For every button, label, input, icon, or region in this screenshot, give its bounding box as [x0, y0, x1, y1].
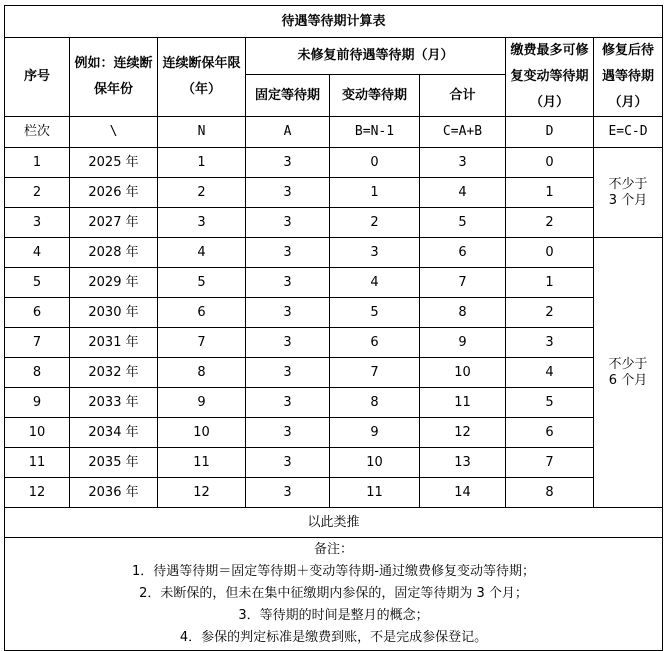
code-cell: \: [70, 117, 158, 148]
cell-d: 2: [506, 208, 594, 238]
cell-n: 11: [158, 448, 246, 478]
code-cell: E=C-D: [594, 117, 663, 148]
header-seq: 序号: [5, 38, 70, 117]
cell-a: 3: [246, 148, 330, 178]
cell-b: 4: [330, 268, 420, 298]
cell-n: 2: [158, 178, 246, 208]
table-row: [5, 388, 663, 418]
notes-section: [5, 538, 663, 651]
cell-b: 9: [330, 418, 420, 448]
cell-b: 5: [330, 298, 420, 328]
cell-d: 1: [506, 268, 594, 298]
cell-a: 3: [246, 358, 330, 388]
cell-seq: 10: [5, 418, 70, 448]
cell-seq: 11: [5, 448, 70, 478]
code-cell: C=A+B: [420, 117, 506, 148]
cell-n: 9: [158, 388, 246, 418]
cell-year: 2034 年: [70, 418, 158, 448]
cell-seq: 7: [5, 328, 70, 358]
cell-d: 8: [506, 478, 594, 508]
merged-after-group1: 不少于 3 个月: [594, 148, 663, 238]
notes-heading: 备注：: [314, 542, 354, 557]
table-row: [5, 238, 663, 268]
cell-a: 3: [246, 418, 330, 448]
cell-b: 7: [330, 358, 420, 388]
cell-b: 3: [330, 238, 420, 268]
cell-year: 2030 年: [70, 298, 158, 328]
cell-a: 3: [246, 388, 330, 418]
table-row: [5, 358, 663, 388]
cell-d: 6: [506, 418, 594, 448]
note-item: 4．参保的判定标准是缴费到账，不是完成参保登记。: [179, 630, 488, 645]
cell-c: 9: [420, 328, 506, 358]
table-row: [5, 418, 663, 448]
cell-seq: 8: [5, 358, 70, 388]
header-max-repair: 缴费最多可修复变动等待期（月）: [506, 38, 594, 117]
cell-seq: 5: [5, 268, 70, 298]
table-row: [5, 478, 663, 508]
cell-b: 1: [330, 178, 420, 208]
table-row: [5, 448, 663, 478]
cell-c: 13: [420, 448, 506, 478]
cell-n: 6: [158, 298, 246, 328]
header-years: 连续断保年限（年）: [158, 38, 246, 117]
code-cell: D: [506, 117, 594, 148]
code-cell: A: [246, 117, 330, 148]
cell-year: 2031 年: [70, 328, 158, 358]
cell-b: 2: [330, 208, 420, 238]
cell-n: 10: [158, 418, 246, 448]
cell-n: 4: [158, 238, 246, 268]
cell-n: 5: [158, 268, 246, 298]
cell-a: 3: [246, 478, 330, 508]
cell-c: 3: [420, 148, 506, 178]
header-after: 修复后待遇等待期（月）: [594, 38, 663, 117]
cell-c: 5: [420, 208, 506, 238]
cell-d: 2: [506, 298, 594, 328]
table-row: [5, 298, 663, 328]
header-total: 合计: [420, 75, 506, 117]
table-row: [5, 268, 663, 298]
cell-a: 3: [246, 298, 330, 328]
cell-c: 4: [420, 178, 506, 208]
cell-a: 3: [246, 268, 330, 298]
cell-year: 2026 年: [70, 178, 158, 208]
cell-n: 12: [158, 478, 246, 508]
cell-seq: 12: [5, 478, 70, 508]
cell-n: 1: [158, 148, 246, 178]
cell-seq: 3: [5, 208, 70, 238]
cell-b: 11: [330, 478, 420, 508]
cell-d: 4: [506, 358, 594, 388]
cell-c: 14: [420, 478, 506, 508]
cell-year: 2036 年: [70, 478, 158, 508]
cell-c: 8: [420, 298, 506, 328]
merged-after-group2: 不少于 6 个月: [594, 238, 663, 508]
cell-year: 2028 年: [70, 238, 158, 268]
etc-row: 以此类推: [5, 508, 663, 538]
cell-d: 1: [506, 178, 594, 208]
table-row: [5, 148, 663, 178]
cell-seq: 1: [5, 148, 70, 178]
note-item: 2．未断保的，但未在集中征缴期内参保的，固定等待期为 3 个月；: [139, 586, 528, 601]
cell-seq: 2: [5, 178, 70, 208]
cell-year: 2035 年: [70, 448, 158, 478]
cell-d: 7: [506, 448, 594, 478]
cell-d: 5: [506, 388, 594, 418]
header-waiting-group: 未修复前待遇等待期（月）: [246, 38, 506, 75]
cell-c: 11: [420, 388, 506, 418]
cell-seq: 4: [5, 238, 70, 268]
table-row: [5, 208, 663, 238]
cell-n: 3: [158, 208, 246, 238]
table-title: 待遇等待期计算表: [5, 6, 663, 38]
cell-c: 6: [420, 238, 506, 268]
code-cell: N: [158, 117, 246, 148]
cell-d: 0: [506, 238, 594, 268]
cell-a: 3: [246, 328, 330, 358]
cell-c: 12: [420, 418, 506, 448]
note-item: 1．待遇等待期＝固定等待期＋变动等待期-通过缴费修复变动等待期；: [132, 564, 535, 579]
header-fixed: 固定等待期: [246, 75, 330, 117]
cell-year: 2025 年: [70, 148, 158, 178]
header-variable: 变动等待期: [330, 75, 420, 117]
cell-b: 6: [330, 328, 420, 358]
cell-a: 3: [246, 178, 330, 208]
code-cell: 栏次: [5, 117, 70, 148]
waiting-period-table: [4, 5, 663, 651]
cell-year: 2029 年: [70, 268, 158, 298]
cell-b: 10: [330, 448, 420, 478]
code-cell: B=N-1: [330, 117, 420, 148]
cell-year: 2033 年: [70, 388, 158, 418]
cell-n: 8: [158, 358, 246, 388]
cell-year: 2032 年: [70, 358, 158, 388]
header-example: 例如：连续断保年份: [70, 38, 158, 117]
note-item: 3．等待期的时间是整月的概念；: [238, 608, 429, 623]
cell-d: 0: [506, 148, 594, 178]
cell-n: 7: [158, 328, 246, 358]
table-row: [5, 178, 663, 208]
cell-a: 3: [246, 238, 330, 268]
cell-seq: 6: [5, 298, 70, 328]
cell-seq: 9: [5, 388, 70, 418]
cell-b: 0: [330, 148, 420, 178]
cell-a: 3: [246, 208, 330, 238]
cell-a: 3: [246, 448, 330, 478]
cell-d: 3: [506, 328, 594, 358]
cell-c: 7: [420, 268, 506, 298]
cell-year: 2027 年: [70, 208, 158, 238]
cell-b: 8: [330, 388, 420, 418]
table-row: [5, 328, 663, 358]
cell-c: 10: [420, 358, 506, 388]
